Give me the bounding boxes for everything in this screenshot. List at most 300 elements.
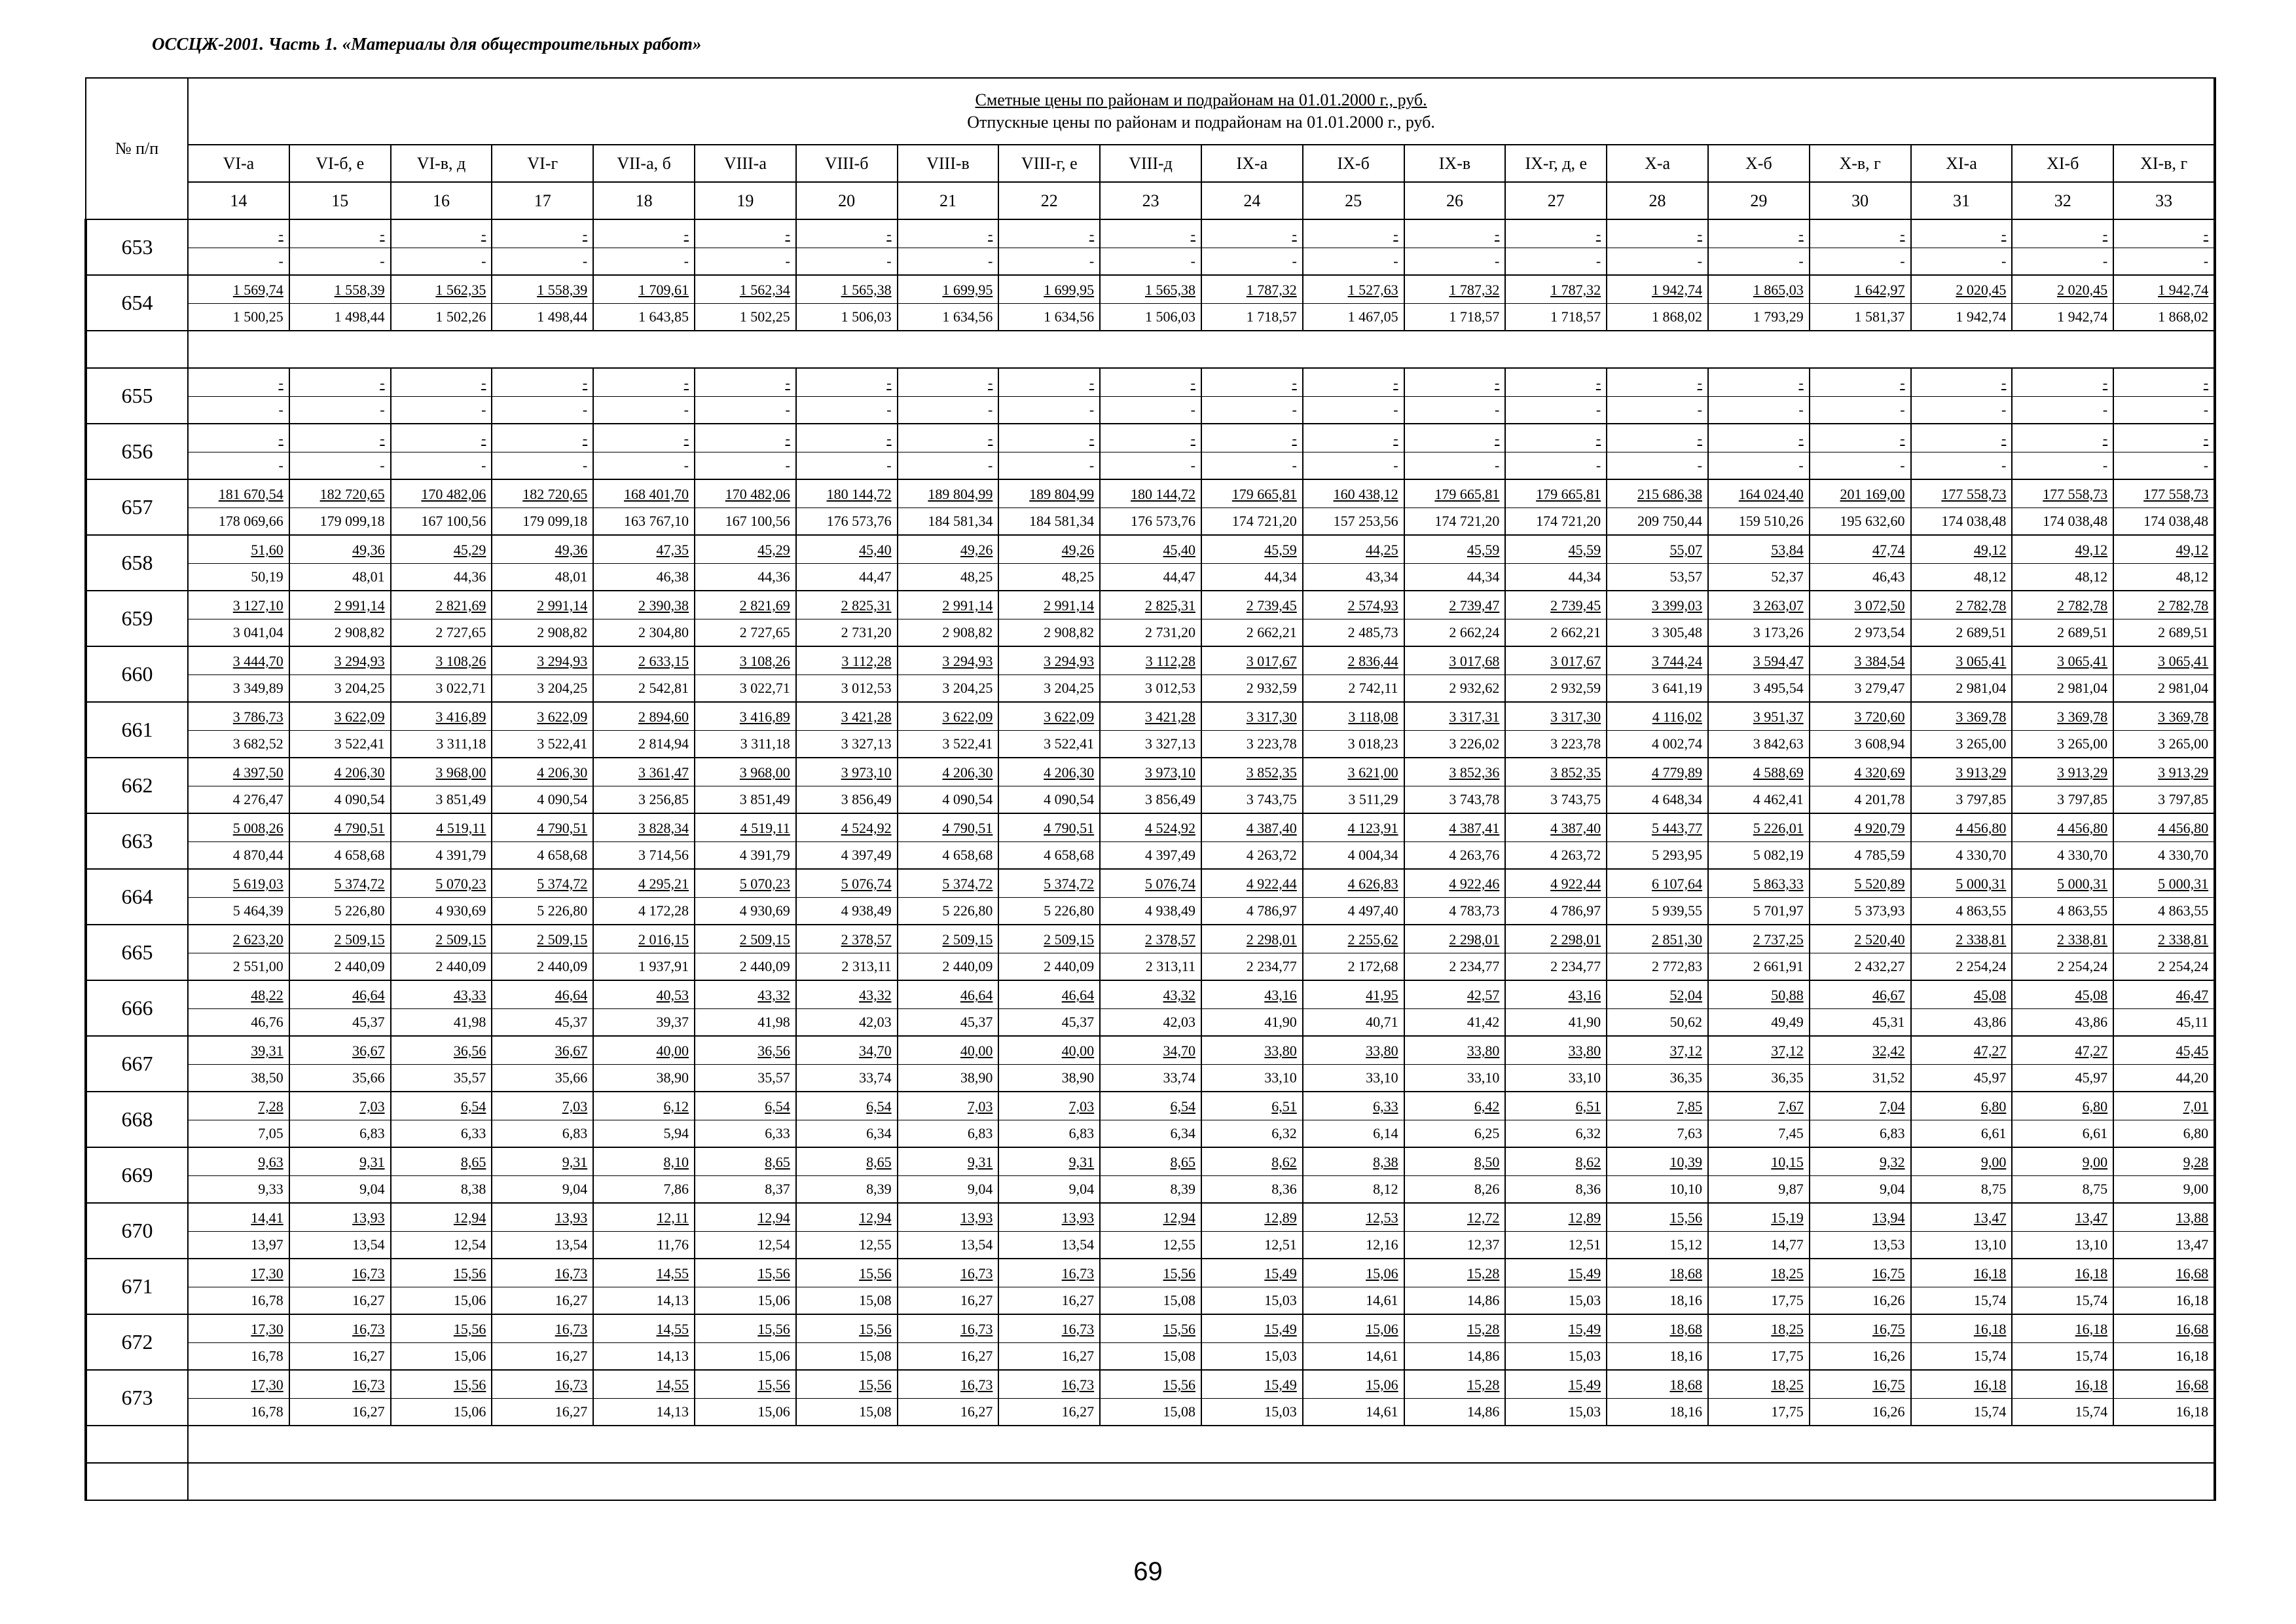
estimate-price: 15,06 <box>1303 1259 1404 1287</box>
estimate-price: 13,93 <box>999 1204 1099 1232</box>
price-cell <box>2012 1259 2113 1314</box>
estimate-price: 15,49 <box>1506 1259 1606 1287</box>
release-price: 9,33 <box>258 1181 283 1197</box>
estimate-price: - <box>1202 424 1302 452</box>
release-price: 43,34 <box>1366 568 1398 585</box>
price-cell <box>1607 424 1708 479</box>
release-price: 2 731,20 <box>841 624 892 640</box>
release-price: 14,77 <box>1771 1236 1804 1253</box>
row-number: 657 <box>86 479 188 535</box>
price-cell <box>998 1370 1100 1426</box>
estimate-price: - <box>695 369 795 397</box>
table-row <box>86 1203 2215 1259</box>
price-cell <box>998 869 1100 925</box>
price-cell <box>391 1370 492 1426</box>
release-price: 8,75 <box>2082 1181 2108 1197</box>
release-price: 15,06 <box>757 1348 790 1364</box>
release-price: 45,37 <box>555 1014 588 1030</box>
price-cell <box>188 535 289 591</box>
release-price: 4 863,55 <box>2158 902 2209 919</box>
release-price: 2 542,81 <box>638 680 689 696</box>
price-cell <box>1911 1370 2013 1426</box>
release-price: 2 234,77 <box>1550 958 1601 974</box>
estimate-price: 7,03 <box>492 1092 592 1120</box>
estimate-price: 18,68 <box>1607 1371 1707 1399</box>
column-number: 15 <box>289 182 391 219</box>
estimate-price: 164 024,40 <box>1709 480 1809 508</box>
estimate-price: 1 699,95 <box>898 276 998 304</box>
table-row <box>86 1314 2215 1370</box>
estimate-price: 5 863,33 <box>1709 870 1809 898</box>
estimate-price: 40,00 <box>594 1037 694 1065</box>
release-price: 48,25 <box>960 568 993 585</box>
estimate-price: 15,56 <box>1101 1315 1201 1343</box>
release-price: - <box>380 253 385 269</box>
estimate-price: 3 786,73 <box>189 703 289 731</box>
release-price: 46,38 <box>656 568 689 585</box>
price-cell <box>1404 1259 1506 1314</box>
price-cell <box>289 479 391 535</box>
price-cell <box>289 1092 391 1147</box>
estimate-price: 2 520,40 <box>1810 925 1910 953</box>
price-cell <box>1100 1036 1201 1092</box>
release-price: 12,51 <box>1264 1236 1297 1253</box>
estimate-price: 4 922,44 <box>1506 870 1606 898</box>
row-number <box>86 331 188 368</box>
price-cell <box>2113 591 2215 646</box>
price-cell <box>593 275 695 331</box>
estimate-price: 18,68 <box>1607 1315 1707 1343</box>
release-price: 1 718,57 <box>1550 308 1601 325</box>
release-price: 174 721,20 <box>1434 513 1500 529</box>
column-number: 24 <box>1201 182 1303 219</box>
estimate-price: 6,54 <box>392 1092 492 1120</box>
estimate-price: 4 588,69 <box>1709 758 1809 786</box>
release-price: 15,03 <box>1264 1403 1297 1420</box>
estimate-price: 189 804,99 <box>999 480 1099 508</box>
price-cell <box>1100 1370 1201 1426</box>
column-number: 31 <box>1911 182 2013 219</box>
estimate-price: 40,00 <box>999 1037 1099 1065</box>
estimate-price: - <box>1506 424 1606 452</box>
region-header: VI-б, е <box>289 145 391 182</box>
release-price: 2 973,54 <box>1854 624 1905 640</box>
price-cell <box>492 591 593 646</box>
estimate-price: 3 017,67 <box>1506 647 1606 675</box>
release-price: 48,12 <box>2075 568 2108 585</box>
column-number: 19 <box>695 182 796 219</box>
column-number: 26 <box>1404 182 1506 219</box>
release-price: - <box>886 253 892 269</box>
price-cell <box>695 1314 796 1370</box>
release-price: 3 349,89 <box>232 680 283 696</box>
release-price: 3 018,23 <box>1347 735 1398 752</box>
price-cell <box>695 424 796 479</box>
price-cell <box>1810 1036 1911 1092</box>
estimate-price: - <box>1506 220 1606 248</box>
price-cell <box>796 646 898 702</box>
price-cell <box>1607 591 1708 646</box>
release-price: 36,35 <box>1771 1069 1804 1086</box>
row-number: 673 <box>86 1370 188 1426</box>
estimate-price: 6,12 <box>594 1092 694 1120</box>
estimate-price: 4 295,21 <box>594 870 694 898</box>
estimate-price: 45,08 <box>1912 981 2012 1009</box>
price-cell <box>1708 1036 1810 1092</box>
price-cell <box>1201 1370 1303 1426</box>
price-cell <box>1505 702 1607 758</box>
price-cell <box>391 591 492 646</box>
release-price: - <box>988 401 993 418</box>
price-cell <box>695 1370 796 1426</box>
release-price: 1 502,25 <box>739 308 790 325</box>
price-cell <box>998 758 1100 813</box>
release-price: 15,06 <box>757 1292 790 1308</box>
estimate-price: - <box>999 424 1099 452</box>
price-cell <box>1100 368 1201 424</box>
release-price: 48,01 <box>555 568 588 585</box>
price-cell <box>188 980 289 1036</box>
estimate-price: 4 790,51 <box>898 814 998 842</box>
price-cell <box>796 1092 898 1147</box>
price-cell <box>289 1259 391 1314</box>
column-number: 20 <box>796 182 898 219</box>
estimate-price: 32,42 <box>1810 1037 1910 1065</box>
estimate-price: 42,57 <box>1405 981 1505 1009</box>
estimate-price: 15,28 <box>1405 1371 1505 1399</box>
price-cell <box>1708 869 1810 925</box>
release-price: 174 721,20 <box>1536 513 1601 529</box>
estimate-price: 13,47 <box>1912 1204 2012 1232</box>
price-cell <box>1607 646 1708 702</box>
column-number: 22 <box>998 182 1100 219</box>
estimate-price: 2 509,15 <box>695 925 795 953</box>
table-row <box>86 368 2215 424</box>
estimate-price: 2 991,14 <box>290 591 390 619</box>
release-price: 44,20 <box>2176 1069 2209 1086</box>
estimate-price: 52,04 <box>1607 981 1707 1009</box>
release-price: 48,12 <box>1973 568 2007 585</box>
estimate-price: 47,27 <box>1912 1037 2012 1065</box>
price-cell <box>289 219 391 275</box>
estimate-price: 15,56 <box>695 1315 795 1343</box>
estimate-price: 16,75 <box>1810 1371 1910 1399</box>
release-price: 1 868,02 <box>1651 308 1702 325</box>
release-price: 12,37 <box>1467 1236 1500 1253</box>
release-price: - <box>2203 253 2209 269</box>
release-price: 15,03 <box>1264 1292 1297 1308</box>
price-cell <box>2113 1036 2215 1092</box>
release-price: 4 090,54 <box>942 791 993 807</box>
price-cell <box>1708 1370 1810 1426</box>
price-cell <box>796 702 898 758</box>
release-price: 46,43 <box>1872 568 1905 585</box>
price-cell <box>2012 591 2113 646</box>
price-cell <box>2012 479 2113 535</box>
release-price: 3 041,04 <box>232 624 283 640</box>
price-cell <box>1911 368 2013 424</box>
price-cell <box>1505 275 1607 331</box>
release-price: 2 908,82 <box>334 624 385 640</box>
estimate-price: 3 828,34 <box>594 814 694 842</box>
release-price: - <box>380 401 385 418</box>
estimate-price: 3 852,35 <box>1506 758 1606 786</box>
price-cell <box>1100 813 1201 869</box>
estimate-price: 5 070,23 <box>392 870 492 898</box>
price-cell <box>1810 591 1911 646</box>
price-cell <box>593 980 695 1036</box>
release-price: 15,08 <box>1163 1348 1195 1364</box>
estimate-price: 4 922,46 <box>1405 870 1505 898</box>
price-cell <box>1201 591 1303 646</box>
estimate-price: 48,22 <box>189 981 289 1009</box>
release-price: 4 786,97 <box>1550 902 1601 919</box>
price-cell <box>695 1036 796 1092</box>
estimate-price: - <box>1607 220 1707 248</box>
release-price: 3 522,41 <box>942 735 993 752</box>
estimate-price: 3 852,35 <box>1202 758 1302 786</box>
price-cell <box>1303 1370 1404 1426</box>
estimate-price: 16,68 <box>2114 1315 2214 1343</box>
release-price: 14,61 <box>1366 1403 1398 1420</box>
release-price: 7,05 <box>258 1125 283 1141</box>
estimate-price: 14,41 <box>189 1204 289 1232</box>
release-price: 16,26 <box>1872 1348 1905 1364</box>
release-price: 2 772,83 <box>1651 958 1702 974</box>
estimate-price: 14,55 <box>594 1259 694 1287</box>
release-price: - <box>380 457 385 473</box>
estimate-price: 181 670,54 <box>189 480 289 508</box>
price-cell <box>1708 219 1810 275</box>
release-price: 12,54 <box>757 1236 790 1253</box>
release-price: 53,57 <box>1669 568 1702 585</box>
estimate-price: - <box>189 220 289 248</box>
price-cell <box>1810 758 1911 813</box>
estimate-price: 2 509,15 <box>999 925 1099 953</box>
price-cell <box>593 869 695 925</box>
estimate-price: - <box>1506 369 1606 397</box>
row-number <box>86 1463 188 1500</box>
price-cell <box>2113 758 2215 813</box>
price-cell <box>1505 479 1607 535</box>
release-price: 3 522,41 <box>334 735 385 752</box>
release-price: 16,27 <box>960 1292 993 1308</box>
estimate-price: 10,15 <box>1709 1148 1809 1176</box>
price-cell <box>1708 368 1810 424</box>
release-price: 178 069,66 <box>218 513 283 529</box>
price-cell <box>695 479 796 535</box>
price-cell <box>1100 275 1201 331</box>
release-price: 4 930,69 <box>739 902 790 919</box>
price-cell <box>998 702 1100 758</box>
release-price: 15,74 <box>2075 1292 2108 1308</box>
release-price: 4 090,54 <box>1044 791 1095 807</box>
price-cell <box>1201 479 1303 535</box>
price-cell <box>695 758 796 813</box>
price-cell <box>188 1314 289 1370</box>
price-cell <box>492 219 593 275</box>
price-cell <box>2012 1203 2113 1259</box>
column-number: 30 <box>1810 182 1911 219</box>
release-price: 3 022,71 <box>739 680 790 696</box>
estimate-price: - <box>290 220 390 248</box>
estimate-price: 15,49 <box>1202 1259 1302 1287</box>
estimate-price: 16,18 <box>2013 1371 2113 1399</box>
release-price: 3 012,53 <box>1144 680 1195 696</box>
estimate-price: 37,12 <box>1607 1037 1707 1065</box>
estimate-price: 5 076,74 <box>1101 870 1201 898</box>
estimate-price: 6,54 <box>1101 1092 1201 1120</box>
release-price: 38,90 <box>656 1069 689 1086</box>
price-cell <box>1303 591 1404 646</box>
region-header: IX-б <box>1303 145 1404 182</box>
estimate-price: 16,18 <box>2013 1315 2113 1343</box>
release-price: 2 731,20 <box>1144 624 1195 640</box>
estimate-price: 45,40 <box>797 536 897 564</box>
price-cell <box>1100 535 1201 591</box>
price-cell <box>796 1259 898 1314</box>
estimate-price: 2 739,45 <box>1506 591 1606 619</box>
price-cell <box>492 275 593 331</box>
release-price: 13,54 <box>352 1236 385 1253</box>
price-cell <box>188 869 289 925</box>
estimate-price: 160 438,12 <box>1303 480 1404 508</box>
price-cell <box>1911 424 2013 479</box>
price-cell <box>1708 1314 1810 1370</box>
price-cell <box>593 813 695 869</box>
release-price: 4 330,70 <box>2057 847 2108 863</box>
price-cell <box>998 1259 1100 1314</box>
price-cell <box>1100 1092 1201 1147</box>
release-price: 12,16 <box>1366 1236 1398 1253</box>
price-cell <box>2113 1147 2215 1203</box>
estimate-price: 13,88 <box>2114 1204 2214 1232</box>
price-cell <box>2012 535 2113 591</box>
release-price: 1 506,03 <box>1144 308 1195 325</box>
price-cell <box>998 925 1100 980</box>
release-price: - <box>886 457 892 473</box>
row-number: 669 <box>86 1147 188 1203</box>
release-price: 2 981,04 <box>2057 680 2108 696</box>
page-number: 69 <box>1133 1557 1163 1586</box>
price-cell <box>1404 869 1506 925</box>
price-cell <box>1100 591 1201 646</box>
price-cell <box>492 1092 593 1147</box>
release-price: 3 797,85 <box>2057 791 2108 807</box>
price-cell <box>1201 758 1303 813</box>
estimate-price: 5 520,89 <box>1810 870 1910 898</box>
release-price: 44,47 <box>859 568 892 585</box>
release-price: 44,36 <box>453 568 486 585</box>
price-cell <box>796 758 898 813</box>
release-price: - <box>886 401 892 418</box>
estimate-price: 2 378,57 <box>797 925 897 953</box>
price-cell <box>391 1092 492 1147</box>
price-cell <box>2012 368 2113 424</box>
estimate-price: 17,30 <box>189 1315 289 1343</box>
estimate-price: - <box>2114 369 2214 397</box>
price-cell <box>593 1314 695 1370</box>
estimate-price: 7,03 <box>290 1092 390 1120</box>
price-cell <box>1911 1092 2013 1147</box>
price-cell <box>492 980 593 1036</box>
estimate-price: 13,47 <box>2013 1204 2113 1232</box>
release-price: 14,86 <box>1467 1403 1500 1420</box>
release-price: 44,36 <box>757 568 790 585</box>
price-cell <box>188 758 289 813</box>
estimate-price: - <box>797 424 897 452</box>
table-row <box>86 591 2215 646</box>
price-cell <box>898 591 999 646</box>
estimate-price: 3 622,09 <box>492 703 592 731</box>
price-cell <box>391 869 492 925</box>
price-cell <box>1404 1370 1506 1426</box>
release-price: 41,42 <box>1467 1014 1500 1030</box>
price-cell <box>1201 702 1303 758</box>
price-cell <box>898 1314 999 1370</box>
estimate-price: - <box>695 220 795 248</box>
release-price: 3 743,75 <box>1246 791 1297 807</box>
release-prices-title: Отпускные цены по районам и подрайонам на 01.01.2000 г., руб. <box>967 113 1435 132</box>
estimate-price: 1 527,63 <box>1303 276 1404 304</box>
column-number: 18 <box>593 182 695 219</box>
price-cell <box>898 1036 999 1092</box>
price-cell <box>1911 980 2013 1036</box>
release-price: 176 573,76 <box>826 513 892 529</box>
estimate-price: - <box>594 369 694 397</box>
price-cell <box>593 219 695 275</box>
estimate-price: 6,51 <box>1202 1092 1302 1120</box>
estimate-price: 43,32 <box>797 981 897 1009</box>
estimate-price: - <box>189 424 289 452</box>
price-cell <box>492 1259 593 1314</box>
price-cell <box>1100 646 1201 702</box>
release-price: 9,87 <box>1778 1181 1804 1197</box>
release-price: 15,08 <box>1163 1403 1195 1420</box>
estimate-price: 2 509,15 <box>290 925 390 953</box>
release-price: 14,13 <box>656 1292 689 1308</box>
estimate-prices-title: Сметные цены по районам и подрайонам на 01.01.2000 г., руб. <box>975 90 1427 109</box>
release-price: 16,27 <box>960 1348 993 1364</box>
table-row <box>86 980 2215 1036</box>
price-cell <box>1607 1036 1708 1092</box>
estimate-price: - <box>594 424 694 452</box>
estimate-price: 3 594,47 <box>1709 647 1809 675</box>
estimate-price: - <box>1101 369 1201 397</box>
release-price: 4 397,49 <box>1144 847 1195 863</box>
estimate-price: 15,49 <box>1506 1315 1606 1343</box>
estimate-price: 2 633,15 <box>594 647 694 675</box>
release-price: 15,03 <box>1568 1348 1601 1364</box>
release-price: - <box>1900 401 1905 418</box>
price-cell <box>2012 980 2113 1036</box>
release-price: 13,54 <box>1061 1236 1095 1253</box>
price-cell <box>898 535 999 591</box>
price-cell <box>188 275 289 331</box>
estimate-price: 16,73 <box>492 1315 592 1343</box>
estimate-price: 170 482,06 <box>392 480 492 508</box>
estimate-price: - <box>898 220 998 248</box>
price-cell <box>1303 219 1404 275</box>
region-header: VIII-а <box>695 145 796 182</box>
price-cell <box>1607 535 1708 591</box>
estimate-price: 33,80 <box>1506 1037 1606 1065</box>
release-price: 15,06 <box>453 1348 486 1364</box>
release-price: 3 173,26 <box>1753 624 1804 640</box>
price-cell <box>1201 925 1303 980</box>
estimate-price: 3 108,26 <box>695 647 795 675</box>
release-price: 41,98 <box>757 1014 790 1030</box>
